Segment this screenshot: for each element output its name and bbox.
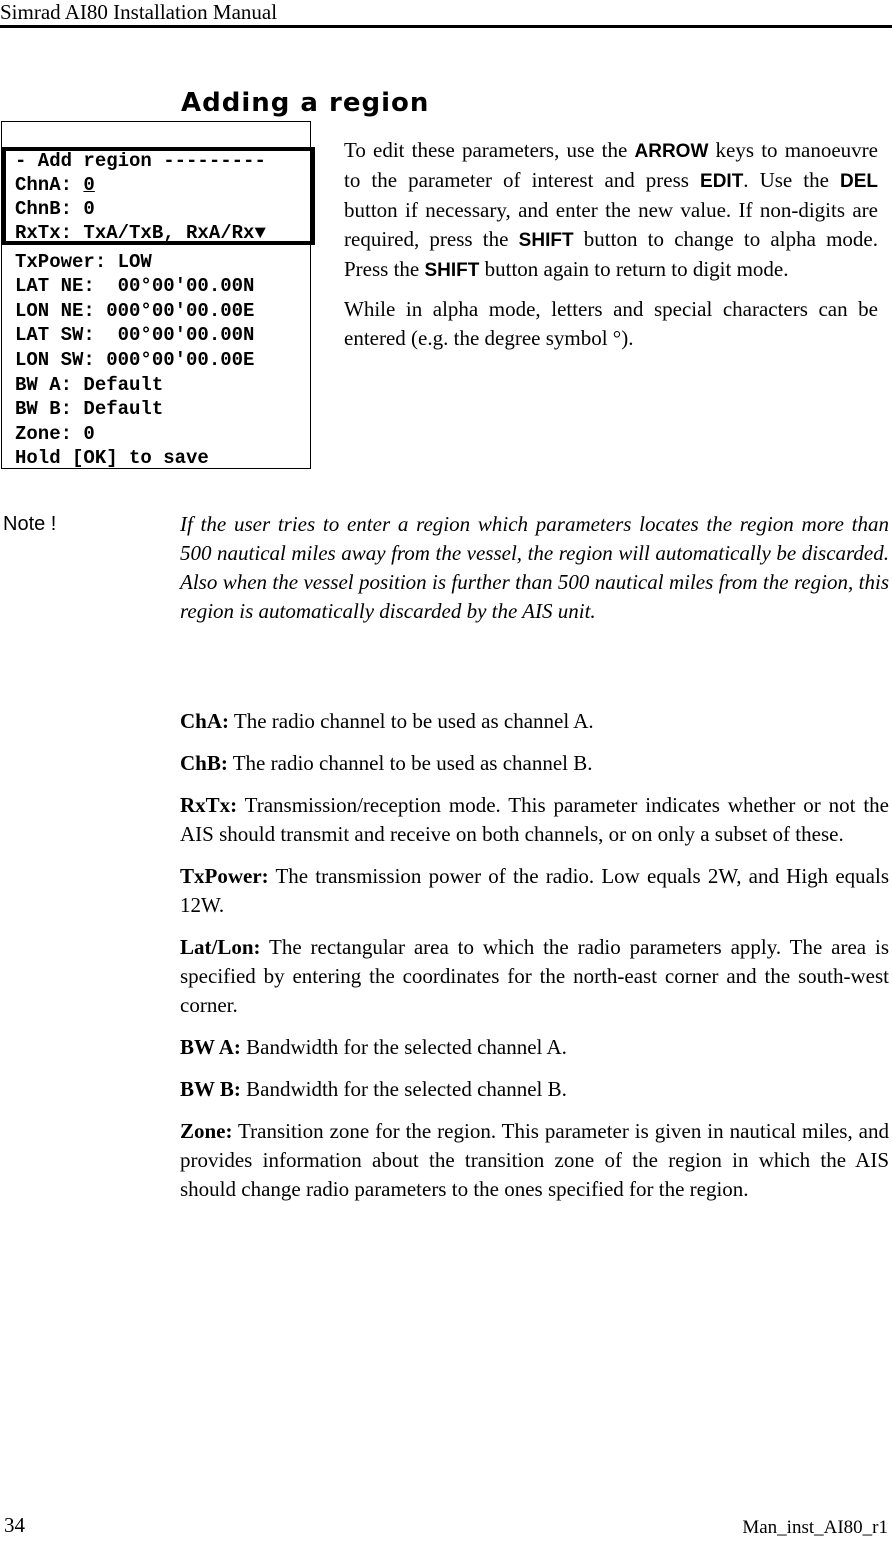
definition-cha: ChA: The radio channel to be used as channel A.	[180, 709, 594, 733]
key-shift: SHIFT	[518, 230, 574, 251]
lcd-line-lat-ne: LAT NE: 00°00'00.00N	[15, 275, 255, 297]
lcd-line-bw-a: BW A: Default	[15, 374, 164, 396]
header-rule	[0, 25, 892, 28]
intro-text	[344, 136, 878, 363]
lcd-line-txpower: TxPower: LOW	[15, 251, 152, 273]
page-number: 34	[4, 1513, 25, 1537]
note-label: Note !	[3, 513, 57, 535]
lcd-chna-value: 0	[83, 174, 95, 196]
key-del: DEL	[840, 171, 878, 192]
document-id: Man_inst_AI80_r1	[742, 1517, 888, 1538]
lcd-chnb-value: 0	[83, 198, 95, 220]
key-edit: EDIT	[700, 171, 744, 192]
lcd-line-rxtx: RxTx: TxA/TxB, RxA/Rx▼	[15, 222, 266, 244]
key-shift-again: SHIFT	[424, 260, 480, 281]
intro-paragraph-1: To edit these parameters, use the ARROW keys to manoeuvre to the parameter of interest and press EDIT. Use the DEL button if necessary, and enter the new value. If non-digits are required, press the SHIFT button to change to alpha mode. Press the SHIFT button again to return to digit mode.	[344, 138, 879, 281]
lcd-line-lon-sw: LON SW: 000°00'00.00E	[15, 349, 255, 371]
section-title: Adding a region	[181, 88, 430, 118]
running-header-title: Simrad AI80 Installation Manual	[0, 0, 278, 24]
lcd-line-lon-ne: LON NE: 000°00'00.00E	[15, 300, 255, 322]
lcd-line-title: - Add region ---------	[15, 150, 266, 172]
note-text: If the user tries to enter a region which parameters locates the region more than 500 nautical miles away from the vessel, the region will automatically be discarded. Also when the vessel position is further than 500 nautical miles from the region, this region is automatically discarded by the AIS unit.	[180, 512, 889, 623]
lcd-line-save-hint: Hold [OK] to save	[15, 447, 209, 469]
definition-txpower: TxPower: The transmission power of the radio. Low equals 2W, and High equals 12W.	[180, 864, 889, 917]
definition-zone: Zone: Transition zone for the region. This parameter is given in nautical miles, and provides information about the transition zone of the region in which the AIS should change radio parameters to the ones specified for the region.	[180, 1119, 889, 1201]
lcd-line-chna: ChnA: 0	[15, 174, 95, 196]
definition-bw-b: BW B: Bandwidth for the selected channel B.	[180, 1077, 567, 1101]
key-arrow: ARROW	[634, 141, 709, 162]
definition-chb: ChB: The radio channel to be used as channel B.	[180, 751, 593, 775]
lcd-line-zone: Zone: 0	[15, 423, 95, 445]
lcd-line-chnb: ChnB: 0	[15, 198, 95, 220]
parameter-definitions	[180, 707, 889, 1217]
definition-rxtx: RxTx: Transmission/reception mode. This parameter indicates whether or not the AIS should transmit and receive on both channels, or on only a subset of these.	[180, 793, 889, 846]
definition-bw-a: BW A: Bandwidth for the selected channel A.	[180, 1035, 567, 1059]
lcd-line-lat-sw: LAT SW: 00°00'00.00N	[15, 324, 255, 346]
lcd-line-bw-b: BW B: Default	[15, 398, 164, 420]
definition-lat-lon: Lat/Lon: The rectangular area to which the radio parameters apply. The area is specified by entering the coordinates for the north-east corner and the south-west corner.	[180, 935, 889, 1017]
intro-paragraph-2: While in alpha mode, letters and special characters can be entered (e.g. the degree symbol °).	[344, 297, 878, 350]
